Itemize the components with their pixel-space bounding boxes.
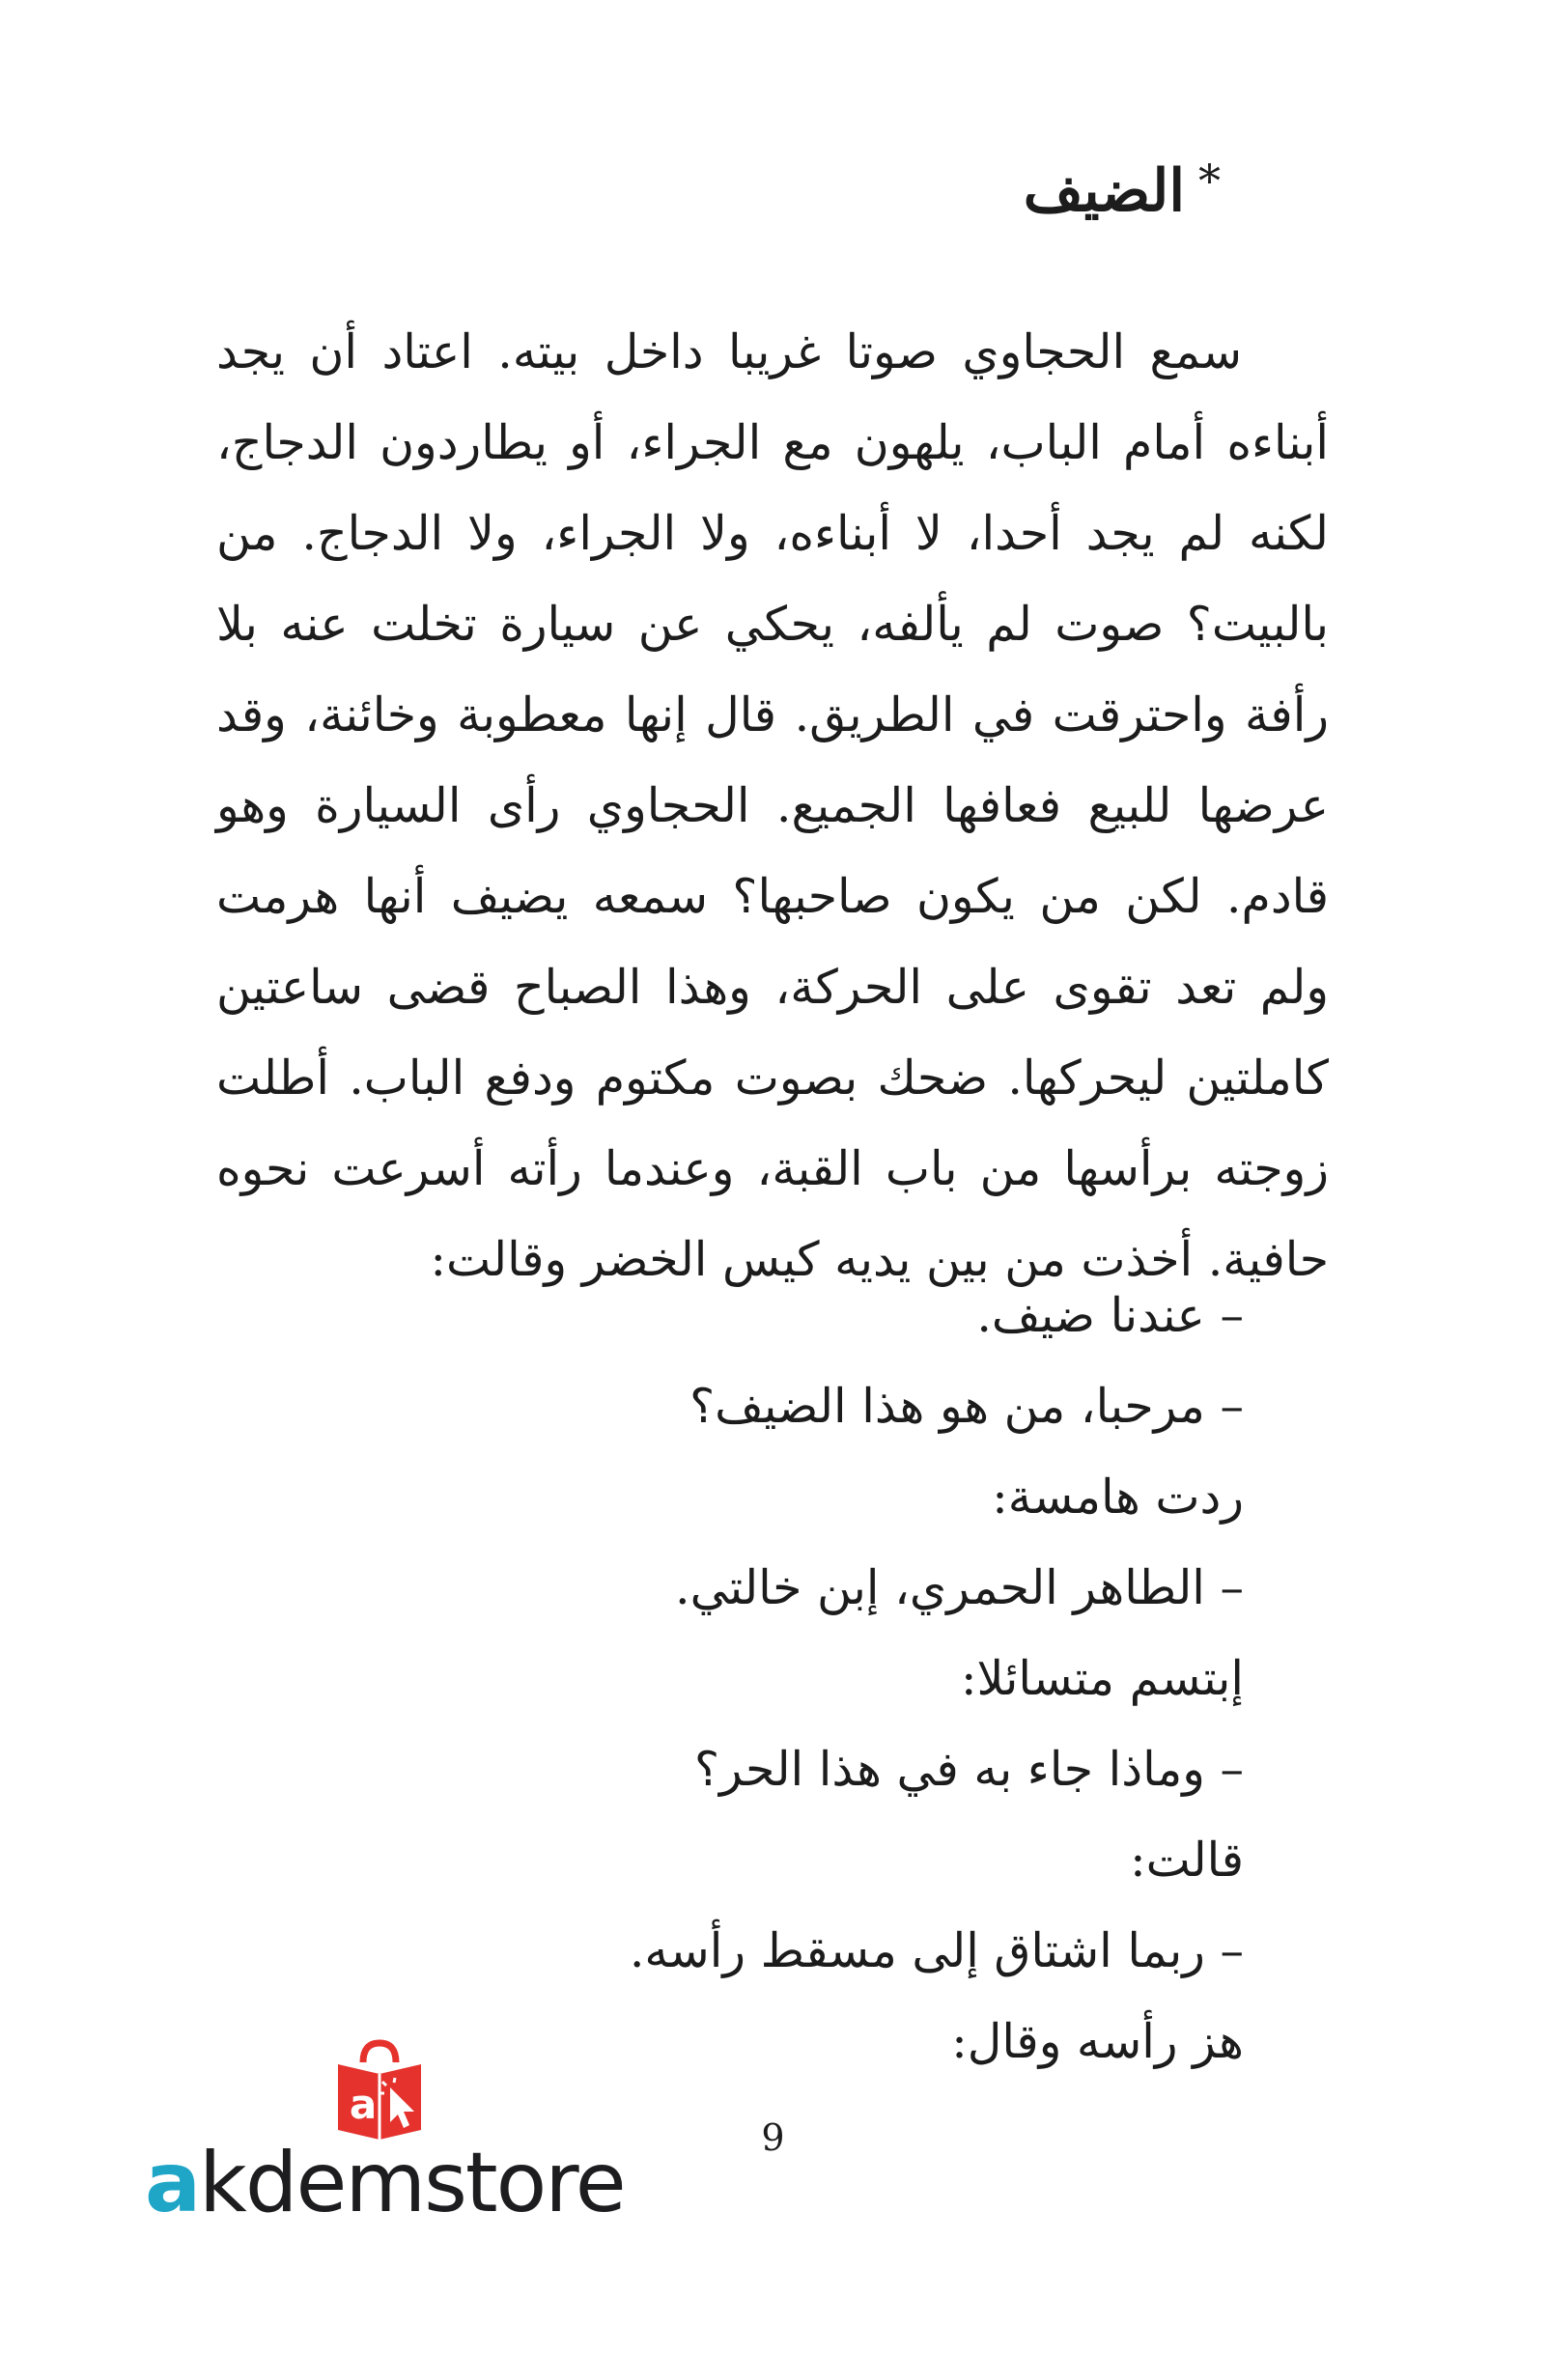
logo-rest-text: kdemstore: [199, 2135, 625, 2231]
dialog-line: هز رأسه وقال:: [951, 2014, 1244, 2069]
dialog-line: – مرحبا، من هو هذا الضيف؟: [689, 1379, 1244, 1434]
dialog-line: ردت هامسة:: [992, 1470, 1244, 1525]
chapter-marker: *: [1198, 154, 1221, 207]
body-paragraph: سمع الحجاوي صوتا غريبا داخل بيته. اعتاد أن يجد أبناءه أمام الباب، يلهون مع الجراء، أو يطاردون الدجاج، لكنه لم يجد أحدا، لا أبناءه، ولا الجراء، ولا الدجاج. من بالبيت؟ صوت لم يألفه، يحكي عن سيارة تخلت عنه بلا رأفة واحترقت في الطريق. قال إنها معطوبة وخائنة، وقد عرضها للبيع فعافها الجميع. الحجاوي رأى السيارة وهو قادم. لكن من يكون صاحبها؟ سمعه يضيف أنها هرمت ولم تعد تقوى على الحركة، وهذا الصباح قضى ساعتين كاملتين ليحركها. ضحك بصوت مكتوم ودفع الباب. أطلت زوجته برأسها من باب القبة، وعندما رأته أسرعت نحوه حافية. أخذت من بين يديه كيس الخضر وقالت:: [216, 324, 1329, 1287]
dialog-line: – الطاهر الحمري، إبن خالتي.: [675, 1560, 1244, 1615]
dialog-line: إبتسم متسائلا:: [961, 1651, 1244, 1706]
chapter-title: الضيف: [1023, 157, 1185, 225]
svg-text:a: a: [349, 2081, 378, 2128]
logo-accent-letter: a: [145, 2135, 200, 2231]
dialog-line: – ربما اشتاق إلى مسقط رأسه.: [629, 1923, 1244, 1978]
dialog-line: قالت:: [1130, 1833, 1244, 1888]
store-logo-icon: [334, 2037, 425, 2143]
chapter-heading: [1023, 154, 1221, 225]
body-text: [216, 307, 1329, 1305]
dialog-lines: [630, 1271, 1244, 2087]
page-number: 9: [761, 2116, 786, 2159]
store-logo-wordmark: [145, 2135, 625, 2231]
dialog-line: – عندنا ضيف.: [976, 1288, 1244, 1343]
dialog-line: – وماذا جاء به في هذا الحر؟: [693, 1742, 1244, 1797]
